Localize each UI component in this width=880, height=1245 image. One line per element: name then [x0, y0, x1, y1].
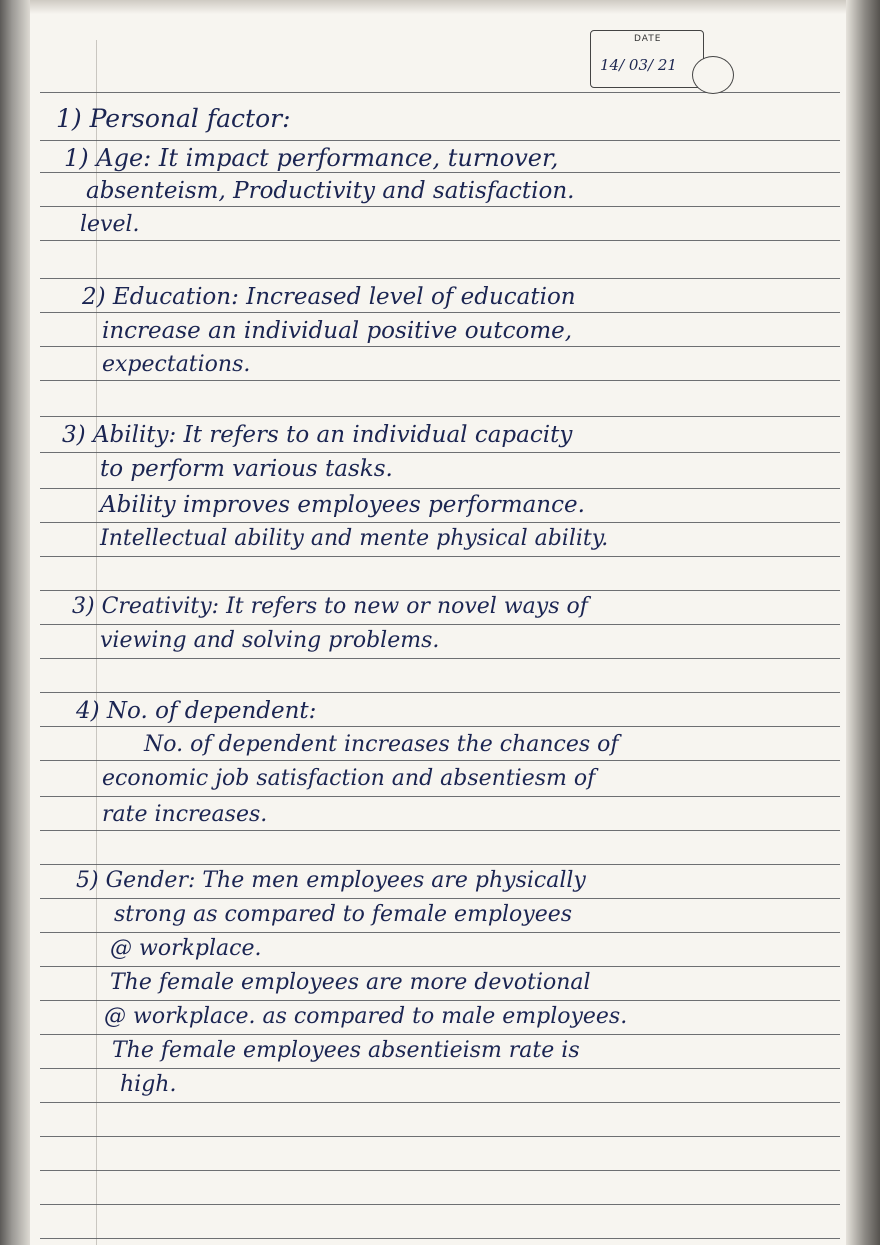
note-line: economic job satisfaction and absentiesm of: [102, 766, 596, 791]
ruled-line: [40, 1170, 840, 1171]
ruled-line: [40, 692, 840, 693]
note-line: @ workplace. as compared to male employees.: [104, 1004, 628, 1029]
ruled-line: [40, 1000, 840, 1001]
note-line: The female employees are more devotional: [110, 970, 591, 995]
heading-personal-factor: 1) Personal factor:: [56, 104, 291, 133]
page-right-shadow: [846, 0, 880, 1245]
note-line: 3) Ability: It refers to an individual capacity: [62, 422, 573, 448]
ruled-line: [40, 1238, 840, 1239]
ruled-line: [40, 830, 840, 831]
note-line: 4) No. of dependent:: [76, 698, 317, 724]
note-line: level.: [80, 212, 140, 237]
note-line: viewing and solving problems.: [100, 628, 440, 653]
ruled-line: [40, 590, 840, 591]
note-line: 5) Gender: The men employees are physically: [76, 868, 586, 893]
note-line: No. of dependent increases the chances of: [144, 732, 619, 757]
note-line: 2) Education: Increased level of education: [82, 284, 576, 310]
ruled-line: [40, 172, 840, 173]
date-value: 14/ 03/ 21: [600, 56, 677, 74]
ruled-line: [40, 278, 840, 279]
ruled-line: [40, 140, 840, 141]
page-top-edge: [0, 0, 880, 14]
page-left-shadow: [0, 0, 30, 1245]
ruled-line: [40, 624, 840, 625]
note-line: strong as compared to female employees: [114, 902, 573, 927]
note-line: increase an individual positive outcome,: [102, 318, 573, 344]
ruled-line: [40, 1068, 840, 1069]
ruled-line: [40, 556, 840, 557]
note-line: The female employees absentieism rate is: [112, 1038, 580, 1063]
ruled-line: [40, 452, 840, 453]
ruled-line: [40, 206, 840, 207]
note-line: absenteism, Productivity and satisfaction.: [86, 178, 575, 204]
ruled-line: [40, 898, 840, 899]
ruled-line: [40, 1204, 840, 1205]
ruled-line: [40, 932, 840, 933]
note-line: rate increases.: [102, 802, 268, 827]
ruled-line: [40, 1102, 840, 1103]
ruled-line: [40, 240, 840, 241]
ruled-line: [40, 760, 840, 761]
ruled-line: [40, 966, 840, 967]
note-line: to perform various tasks.: [100, 456, 393, 482]
ruled-line: [40, 864, 840, 865]
ruled-line: [40, 796, 840, 797]
date-circle: [692, 56, 734, 94]
date-label: DATE: [634, 34, 662, 44]
note-line: expectations.: [102, 352, 251, 377]
ruled-line: [40, 416, 840, 417]
ruled-line: [40, 522, 840, 523]
ruled-line: [40, 658, 840, 659]
note-line: high.: [120, 1072, 177, 1097]
note-line: 1) Age: It impact performance, turnover,: [64, 144, 559, 172]
ruled-line: [40, 346, 840, 347]
ruled-line: [40, 726, 840, 727]
ruled-line: [40, 1136, 840, 1137]
note-line: Ability improves employees performance.: [100, 492, 585, 518]
note-line: Intellectual ability and mente physical ability.: [100, 526, 609, 551]
ruled-line: [40, 312, 840, 313]
ruled-line: [40, 380, 840, 381]
ruled-line: [40, 1034, 840, 1035]
note-line: @ workplace.: [110, 936, 262, 961]
ruled-line: [40, 488, 840, 489]
note-line: 3) Creativity: It refers to new or novel ways of: [72, 594, 588, 619]
